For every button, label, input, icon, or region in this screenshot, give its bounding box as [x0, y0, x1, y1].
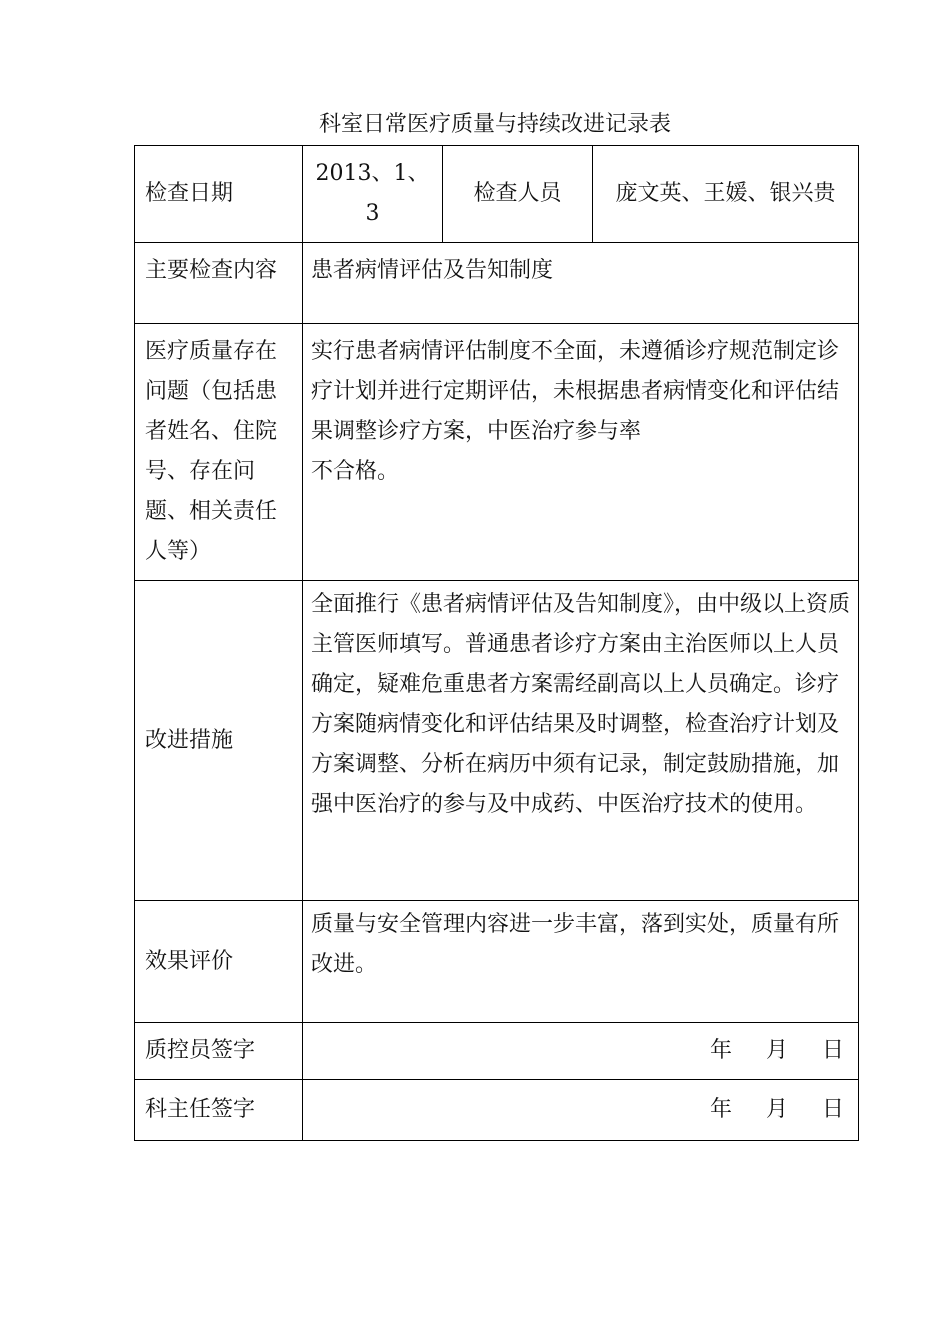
qc-signature-label: 质控员签字 — [135, 1023, 303, 1080]
quality-issues-value: 实行患者病情评估制度不全面，未遵循诊疗规范制定诊疗计划并进行定期评估，未根据患者病情变化和评估结果调整诊疗方案，中医治疗参与率 不合格。 — [303, 324, 859, 581]
row-effect — [135, 901, 859, 1023]
record-table — [134, 145, 859, 1141]
director-signature-label: 科主任签字 — [135, 1080, 303, 1141]
director-year: 年 — [709, 1097, 732, 1122]
date-label: 检查日期 — [135, 146, 303, 243]
row-qc-signature — [135, 1023, 859, 1080]
main-content-label: 主要检查内容 — [135, 243, 303, 324]
quality-issues-label: 医疗质量存在问题（包括患者姓名、住院号、存在问题、相关责任 人等） — [135, 324, 303, 581]
effect-label: 效果评价 — [135, 901, 303, 1023]
main-content-value: 患者病情评估及告知制度 — [303, 243, 859, 324]
qc-year: 年 — [709, 1038, 732, 1063]
director-month: 月 — [765, 1097, 788, 1122]
row-inspection-date — [135, 146, 859, 243]
improvement-value: 全面推行《患者病情评估及告知制度》，由中级以上资质主管医师填写。普通患者诊疗方案由主治医师以上人员确定，疑难危重患者方案需经副高以上人员确定。诊疗方案随病情变化和评估结果及时调整，检查治疗计划及方案调整、分析在病历中须有记录，制定鼓励措施，加强中医治疗的参与及中成药、中医治疗技术的使用。 — [303, 581, 859, 901]
improvement-label: 改进措施 — [135, 581, 303, 901]
page-title: 科室日常医疗质量与持续改进记录表 — [318, 112, 671, 137]
inspector-label: 检查人员 — [443, 146, 593, 243]
qc-signature-date — [303, 1023, 859, 1080]
row-improvement — [135, 581, 859, 901]
date-value: 2013、1、3 — [303, 146, 443, 243]
inspector-value: 庞文英、王媛、银兴贵 — [593, 146, 859, 243]
qc-day: 日 — [821, 1038, 844, 1063]
qc-month: 月 — [765, 1038, 788, 1063]
director-day: 日 — [821, 1097, 844, 1122]
row-director-signature — [135, 1080, 859, 1141]
row-main-content — [135, 243, 859, 324]
row-quality-issues — [135, 324, 859, 581]
director-signature-date — [303, 1080, 859, 1141]
effect-value: 质量与安全管理内容进一步丰富，落到实处，质量有所改进。 — [303, 901, 859, 1023]
